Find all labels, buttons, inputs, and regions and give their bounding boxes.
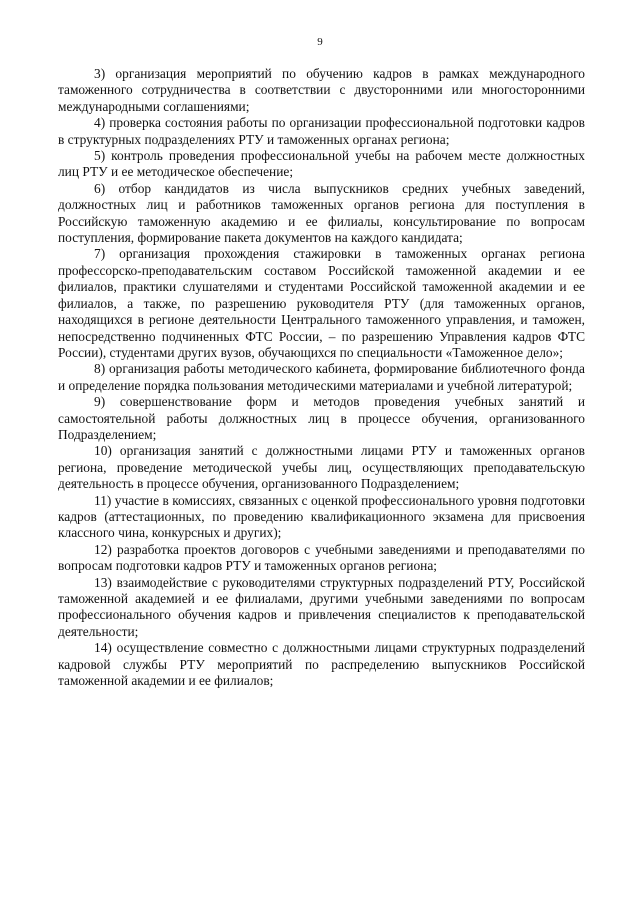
list-item-4: 4) проверка состояния работы по организации профессиональной подготовки кадров в структурных подразделениях РТУ и таможенных органах региона; bbox=[58, 115, 585, 147]
page-number: 9 bbox=[317, 36, 323, 48]
list-item-10: 10) организация занятий с должностными лицами РТУ и таможенных органов региона, проведение методической учебы лиц, осуществляющих преподавательскую деятельность в процессе обучения, организованного Подразделением; bbox=[58, 443, 585, 492]
list-item-13: 13) взаимодействие с руководителями структурных подразделений РТУ, Российской таможенной академией и ее филиалами, другими учебными заведениями по вопросам профессионального обучения кадров и привлечения специалистов к преподавательской деятельности; bbox=[58, 574, 585, 639]
list-item-5: 5) контроль проведения профессиональной учебы на рабочем месте должностных лиц РТУ и ее методическое обеспечение; bbox=[58, 148, 585, 180]
list-item-9: 9) совершенствование форм и методов проведения учебных занятий и самостоятельной работы должностных лиц в процессе обучения, организованного Подразделением; bbox=[58, 394, 585, 442]
list-item-14: 14) осуществление совместно с должностными лицами структурных подразделений кадровой службы РТУ мероприятий по распределению выпускников Российской таможенной академии и ее филиалов; bbox=[58, 640, 585, 689]
list-item-3: 3) организация мероприятий по обучению кадров в рамках международного таможенного сотрудничества в соответствии с двусторонними или многосторонними международными соглашениями; bbox=[58, 66, 585, 114]
list-item-8: 8) организация работы методического кабинета, формирование библиотечного фонда и определение порядка пользования методическими материалами и учебной литературой; bbox=[58, 361, 585, 393]
document-body bbox=[58, 66, 585, 689]
list-item-7: 7) организация прохождения стажировки в таможенных органах региона профессорско-преподавательским составом Российской таможенной академии и ее филиалов, практики слушателями и студентами Российской таможенной академии и ее филиалов, а также, по разрешению руководителя РТУ (для таможенных органов, находящихся в регионе деятельности Центрального таможенного управления, и таможен, непосредственно подчиненных ФТС России, – по разрешению Управления кадров ФТС России), студентами других вузов, обучающихся по специальности «Таможенное дело»; bbox=[58, 246, 585, 360]
list-item-12: 12) разработка проектов договоров с учебными заведениями и преподавателями по вопросам подготовки кадров РТУ и таможенных органов региона; bbox=[58, 541, 585, 574]
list-item-11: 11) участие в комиссиях, связанных с оценкой профессионального уровня подготовки кадров (аттестационных, по проведению квалификационного экзамена для присвоения классного чина, конкурсных и других); bbox=[58, 492, 585, 541]
list-item-6: 6) отбор кандидатов из числа выпускников средних учебных заведений, должностных лиц и работников таможенных органов региона для поступления в Российскую таможенную академию и ее филиалы, консультирование по вопросам поступления, формирование пакета документов на каждого кандидата; bbox=[58, 180, 585, 246]
